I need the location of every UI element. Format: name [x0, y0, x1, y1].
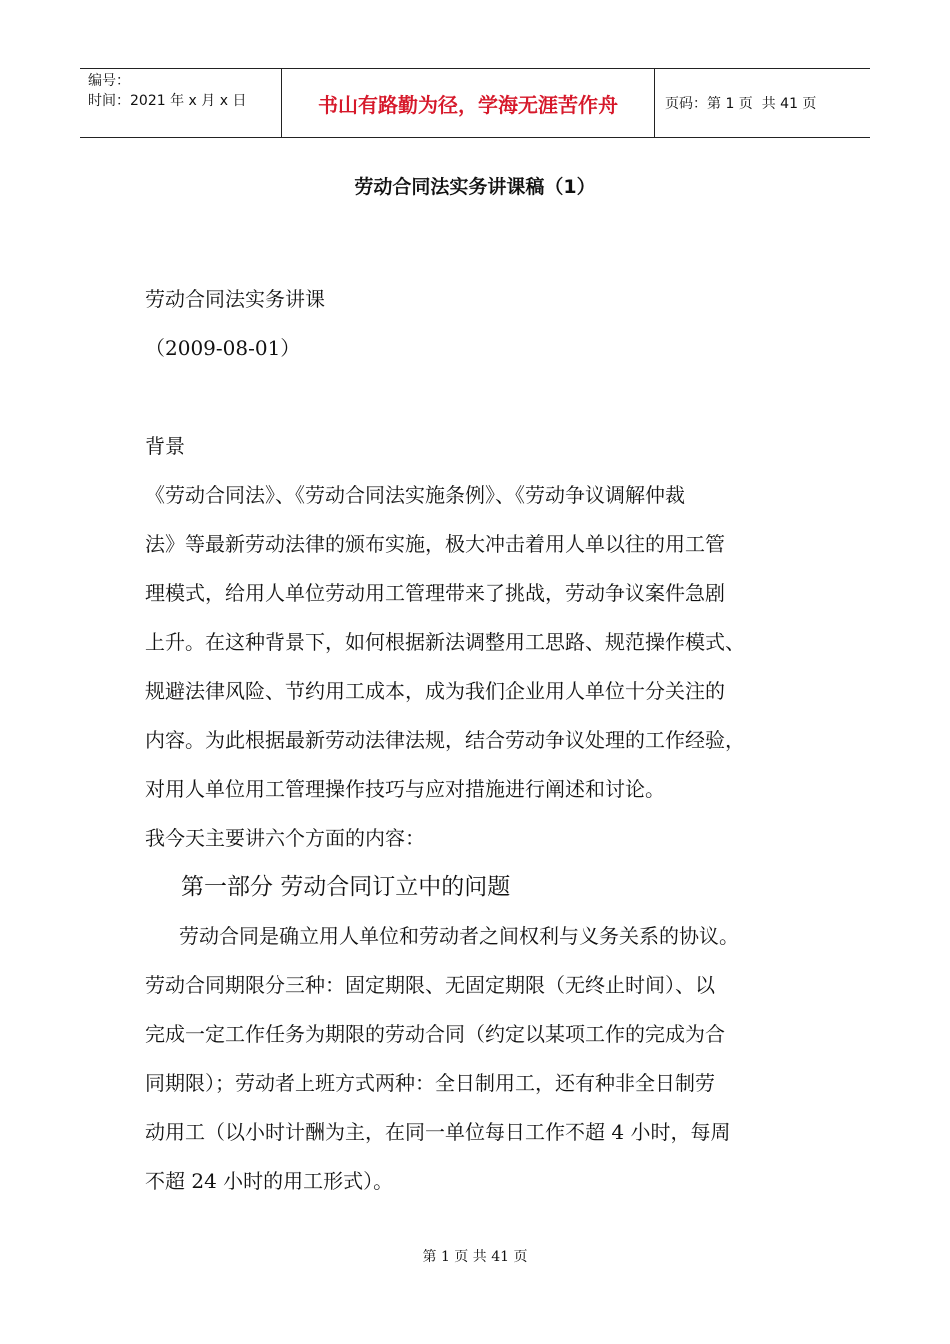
spacer: [145, 373, 827, 422]
section-first-line: 劳动合同是确立用人单位和劳动者之间权利与义务关系的协议。: [179, 924, 739, 948]
section-line: 完成一定工作任务为期限的劳动合同（约定以某项工作的完成为合: [145, 1022, 725, 1046]
subtitle: 劳动合同法实务讲课: [145, 287, 325, 311]
document-title: 劳动合同法实务讲课稿（1）: [354, 176, 596, 198]
page-header: [80, 68, 870, 138]
background-line: 法》等最新劳动法律的颁布实施，极大冲击着用人单以往的用工管: [145, 532, 725, 556]
header-meta: [80, 69, 282, 137]
page-info-text: 页码：第 1 页 共 41 页: [665, 96, 817, 112]
section-line: 不超 24 小时的用工形式）。: [145, 1169, 394, 1193]
page-footer: 第 1 页 共 41 页: [422, 1249, 528, 1265]
lecture-date: （2009-08-01）: [145, 336, 301, 360]
motto-text: 书山有路勤为径，学海无涯苦作舟: [318, 92, 618, 117]
header-page-info: [655, 69, 870, 137]
header-date-label: 时间：2021 年 x 月 x 日: [88, 93, 247, 109]
background-line: 规避法律风险、节约用工成本，成为我们企业用人单位十分关注的: [145, 679, 725, 703]
header-number-label: 编号：: [88, 73, 130, 89]
section-line: 动用工（以小时计酬为主，在同一单位每日工作不超 4 小时，每周: [145, 1120, 731, 1144]
background-line: 对用人单位用工管理操作技巧与应对措施进行阐述和讨论。: [145, 777, 665, 801]
section-line: 劳动合同期限分三种：固定期限、无固定期限（无终止时间）、以: [145, 973, 715, 997]
header-motto: [282, 69, 655, 137]
section-line: 同期限）；劳动者上班方式两种：全日制用工，还有种非全日制劳: [145, 1071, 715, 1095]
background-line: 《劳动合同法》、《劳动合同法实施条例》、《劳动争议调解仲裁: [145, 483, 685, 507]
background-line: 理模式，给用人单位劳动用工管理带来了挑战，劳动争议案件急剧: [145, 581, 725, 605]
intro-line: 我今天主要讲六个方面的内容：: [145, 826, 425, 850]
section-heading: 第一部分 劳动合同订立中的问题: [181, 874, 511, 900]
background-line: 内容。为此根据最新劳动法律法规，结合劳动争议处理的工作经验，: [145, 728, 745, 752]
background-line: 上升。在这种背景下，如何根据新法调整用工思路、规范操作模式、: [145, 630, 745, 654]
background-heading: 背景: [145, 434, 185, 458]
document-body: [145, 275, 827, 1206]
